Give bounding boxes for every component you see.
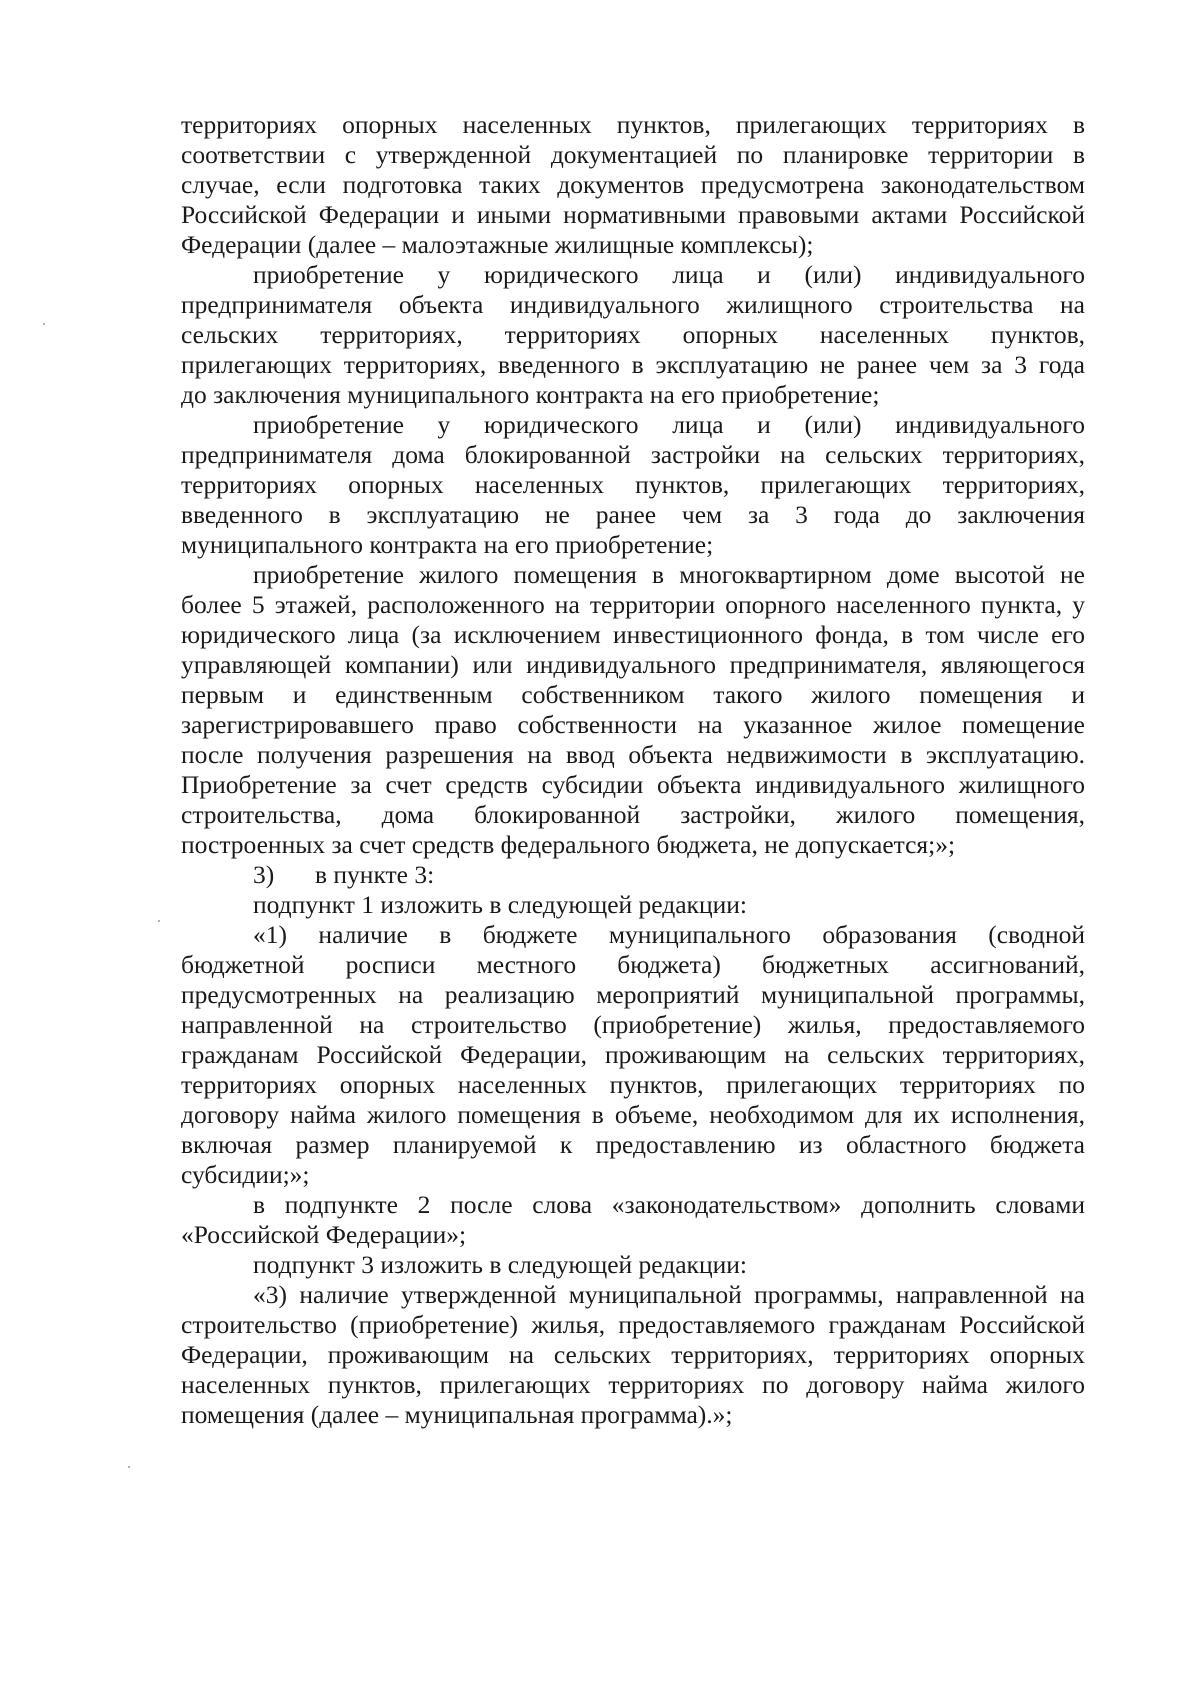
text-line: строительства, дома блокированной застройки, жилого помещения, [181,800,1085,829]
text-line: Приобретение за счет средств субсидии объекта индивидуального жилищного [181,770,1085,799]
text-line: территориях опорных населенных пунктов, прилегающих территориях, [181,470,1085,499]
paragraph-subitem-1-text [181,920,1085,1190]
text-line: соответствии с утвержденной документацией по планировке территории в [181,140,1085,169]
text-line: Федерации, проживающим на сельских территориях, территориях опорных [181,1340,1085,1369]
text-line: Федерации (далее – малоэтажные жилищные комплексы); [181,230,814,259]
paragraph-apartment-purchase [181,560,1085,860]
document-page [181,110,1085,1430]
text-line: бюджетной росписи местного бюджета) бюджетных ассигнований, [181,950,1085,979]
text-line: после получения разрешения на ввод объекта недвижимости в эксплуатацию. [181,740,1085,769]
text-line: предпринимателя объекта индивидуального жилищного строительства на [181,290,1085,319]
text-line: «1) наличие в бюджете муниципального образования (сводной [253,920,1085,949]
text-line: территориях опорных населенных пунктов, прилегающих территориях в [181,110,1085,139]
scan-speck [128,1466,130,1468]
text-line: зарегистрировавшего право собственности на указанное жилое помещение [181,710,1085,739]
paragraph-ijs-purchase [181,260,1085,410]
text-line: «3) наличие утвержденной муниципальной программы, направленной на [253,1280,1085,1309]
text-line: предпринимателя дома блокированной застройки на сельских территориях, [181,440,1085,469]
text-line: приобретение жилого помещения в многоквартирном доме высотой не [253,560,1085,589]
text-line: субсидии;»; [181,1160,310,1189]
text-line: муниципального контракта на его приобретение; [181,530,714,559]
text-line: построенных за счет средств федерального бюджета, не допускается;»; [181,830,956,859]
text-line [181,860,1085,890]
text-line: случае, если подготовка таких документов предусмотрена законодательством [181,170,1085,199]
text-line: первым и единственным собственником такого жилого помещения и [181,680,1085,709]
paragraph-blocked-house-purchase [181,410,1085,560]
text-line: договору найма жилого помещения в объеме, необходимом для их исполнения, [181,1100,1085,1129]
text-line: Российской Федерации и иными нормативными правовыми актами Российской [181,200,1085,229]
paragraph-subitem-2 [181,1190,1085,1250]
text-line: сельских территориях, территориях опорных населенных пунктов, [181,320,1085,349]
text-line: прилегающих территориях, введенного в эксплуатацию не ранее чем за 3 года [181,350,1085,379]
text-line: предусмотренных на реализацию мероприятий муниципальной программы, [181,980,1085,1009]
text-line: подпункт 1 изложить в следующей редакции: [253,890,747,919]
scan-speck [158,920,160,922]
text-line: строительство (приобретение) жилья, предоставляемого гражданам Российской [181,1310,1085,1339]
text-line: введенного в эксплуатацию не ранее чем за 3 года до заключения [181,500,1085,529]
text-line: направленной на строительство (приобретение) жилья, предоставляемого [181,1010,1085,1039]
text-line: юридического лица (за исключением инвестиционного фонда, в том числе его [181,620,1085,649]
text-line: населенных пунктов, прилегающих территориях по договору найма жилого [181,1370,1085,1399]
paragraph-subitem-3-intro [181,1250,1085,1280]
text-line: в подпункте 2 после слова «законодательством» дополнить словами [253,1190,1085,1219]
text-line: включая размер планируемой к предоставлению из областного бюджета [181,1130,1085,1159]
text-line: до заключения муниципального контракта на его приобретение; [181,380,880,409]
paragraph-continuation [181,110,1085,260]
text-line: помещения (далее – муниципальная программа).»; [181,1400,733,1429]
numbered-item-3 [181,860,1085,890]
text-line: приобретение у юридического лица и (или) индивидуального [253,410,1085,439]
paragraph-subitem-3-text [181,1280,1085,1430]
item-text: в пункте 3: [315,860,435,889]
text-line: «Российской Федерации»; [181,1220,467,1249]
text-line: управляющей компании) или индивидуального предпринимателя, являющегося [181,650,1085,679]
text-line: территориях опорных населенных пунктов, прилегающих территориях по [181,1070,1085,1099]
paragraph-subitem-1-intro [181,890,1085,920]
text-line: более 5 этажей, расположенного на территории опорного населенного пункта, у [181,590,1085,619]
scan-speck [43,323,45,325]
text-line: приобретение у юридического лица и (или) индивидуального [253,260,1085,289]
text-line: гражданам Российской Федерации, проживающим на сельских территориях, [181,1040,1085,1069]
text-line: подпункт 3 изложить в следующей редакции: [253,1250,747,1279]
item-number: 3) [253,860,275,889]
